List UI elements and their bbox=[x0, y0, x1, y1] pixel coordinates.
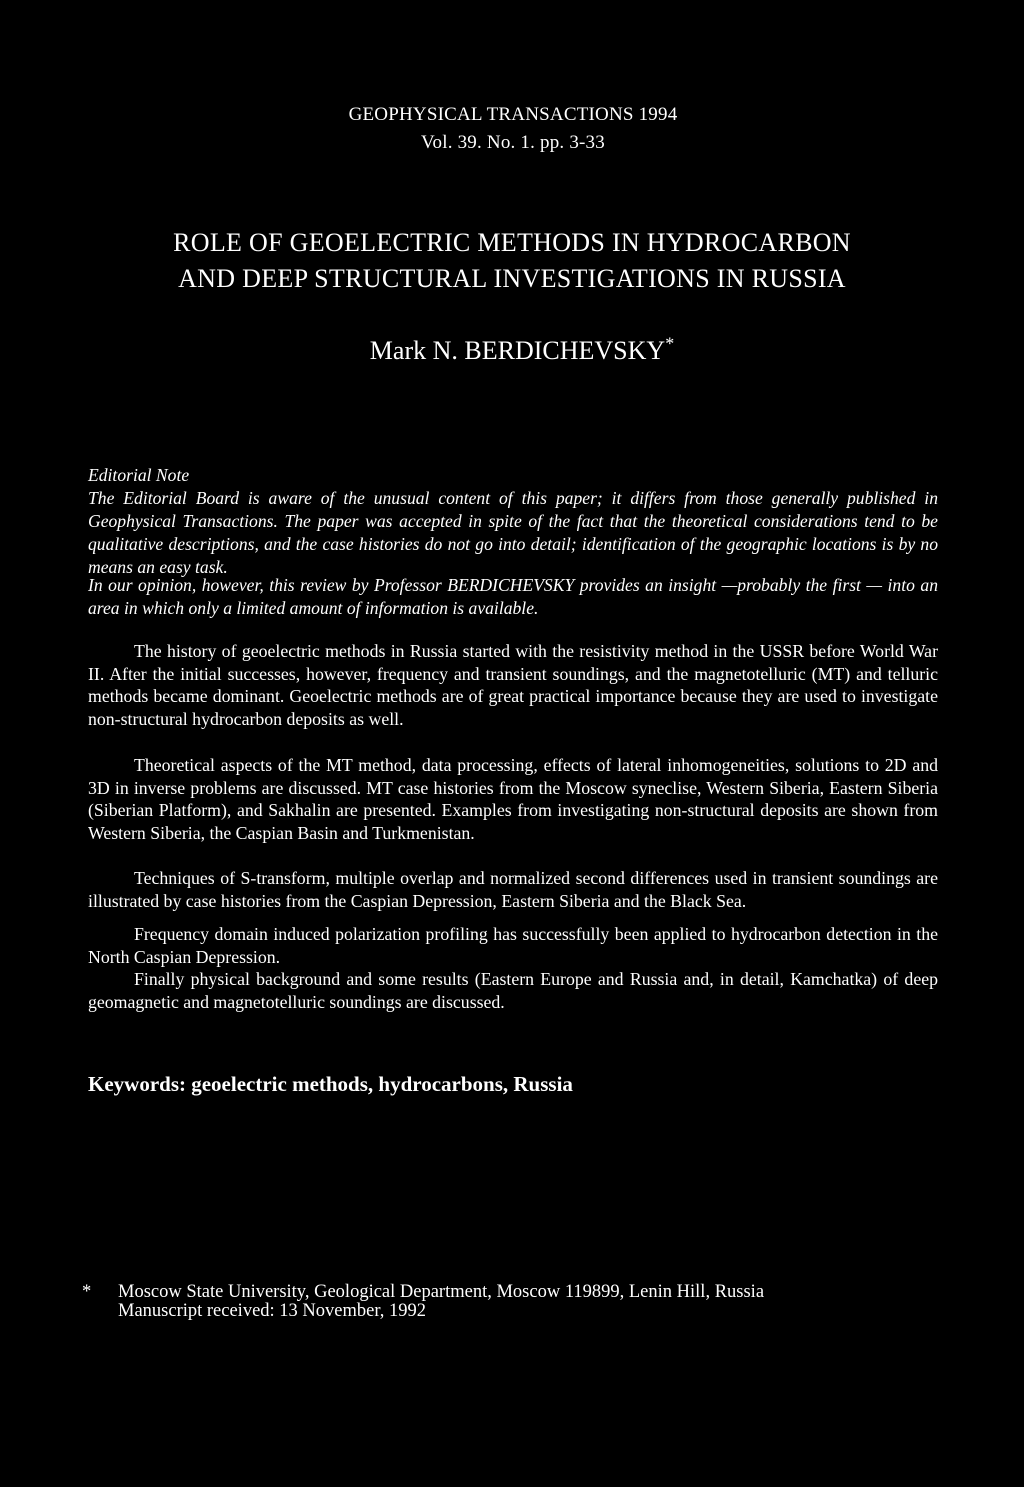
paper-title-line-1: ROLE OF GEOELECTRIC METHODS IN HYDROCARBON bbox=[173, 228, 851, 257]
abstract-paragraph: Finally physical background and some results (Eastern Europe and Russia and, in detail, Kamchatka) of deep geomagnetic and magnetotelluric soundings are discussed. bbox=[88, 969, 938, 1012]
abstract-paragraph: The history of geoelectric methods in Russia started with the resistivity method in the USSR before World War II. After the initial successes, however, frequency and transient soundings, and the magnetotelluric (MT) and telluric methods became dominant. Geoelectric methods are of great practical importance because they are used to investigate non-structural hydrocarbon deposits as well. bbox=[88, 641, 938, 729]
editorial-note-paragraph: In our opinion, however, this review by Professor BERDICHEVSKY provides an insight —probably the first — into an area in which only a limited amount of information is available. bbox=[88, 575, 938, 618]
author-affiliation: Moscow State University, Geological Department, Moscow 119899, Lenin Hill, Russia bbox=[118, 1282, 765, 1302]
editorial-note-heading: Editorial Note bbox=[88, 465, 190, 485]
manuscript-received: Manuscript received: 13 November, 1992 bbox=[118, 1301, 427, 1321]
paper-title-line-2: AND DEEP STRUCTURAL INVESTIGATIONS IN RUSSIA bbox=[178, 264, 846, 293]
editorial-note-paragraph: The Editorial Board is aware of the unusual content of this paper; it differs from those generally published in Geophysical Transactions. The paper was accepted in spite of the fact that the theoretical considerations tend to be qualitative descriptions, and the case histories do not go into detail; identification of the geographic locations is by no means an easy task. bbox=[88, 488, 938, 577]
keywords: Keywords: geoelectric methods, hydrocarbons, Russia bbox=[88, 1072, 573, 1096]
abstract-paragraph: Techniques of S-transform, multiple overlap and normalized second differences used in transient soundings are illustrated by case histories from the Caspian Depression, Eastern Siberia and the Black Sea. bbox=[88, 868, 938, 911]
abstract-paragraph: Frequency domain induced polarization profiling has successfully been applied to hydrocarbon detection in the North Caspian Depression. bbox=[88, 924, 938, 967]
journal-volume: Vol. 39. No. 1. pp. 3-33 bbox=[421, 132, 605, 153]
author bbox=[312, 333, 732, 369]
footnote-marker: * bbox=[82, 1282, 92, 1302]
footnote-text bbox=[118, 1283, 958, 1321]
author-name: Mark N. BERDICHEVSKY bbox=[369, 336, 666, 365]
journal-name: GEOPHYSICAL TRANSACTIONS 1994 bbox=[348, 104, 678, 125]
abstract-paragraph: Theoretical aspects of the MT method, data processing, effects of lateral inhomogeneities, solutions to 2D and 3D in inverse problems are discussed. MT case histories from the Moscow syneclise, Western Siberia, Eastern Siberia (Siberian Platform), and Sakhalin are presented. Examples from investigating non-structural deposits are shown from Western Siberia, the Caspian Basin and Turkmenistan. bbox=[88, 755, 938, 843]
author-footnote-marker: * bbox=[665, 333, 675, 354]
